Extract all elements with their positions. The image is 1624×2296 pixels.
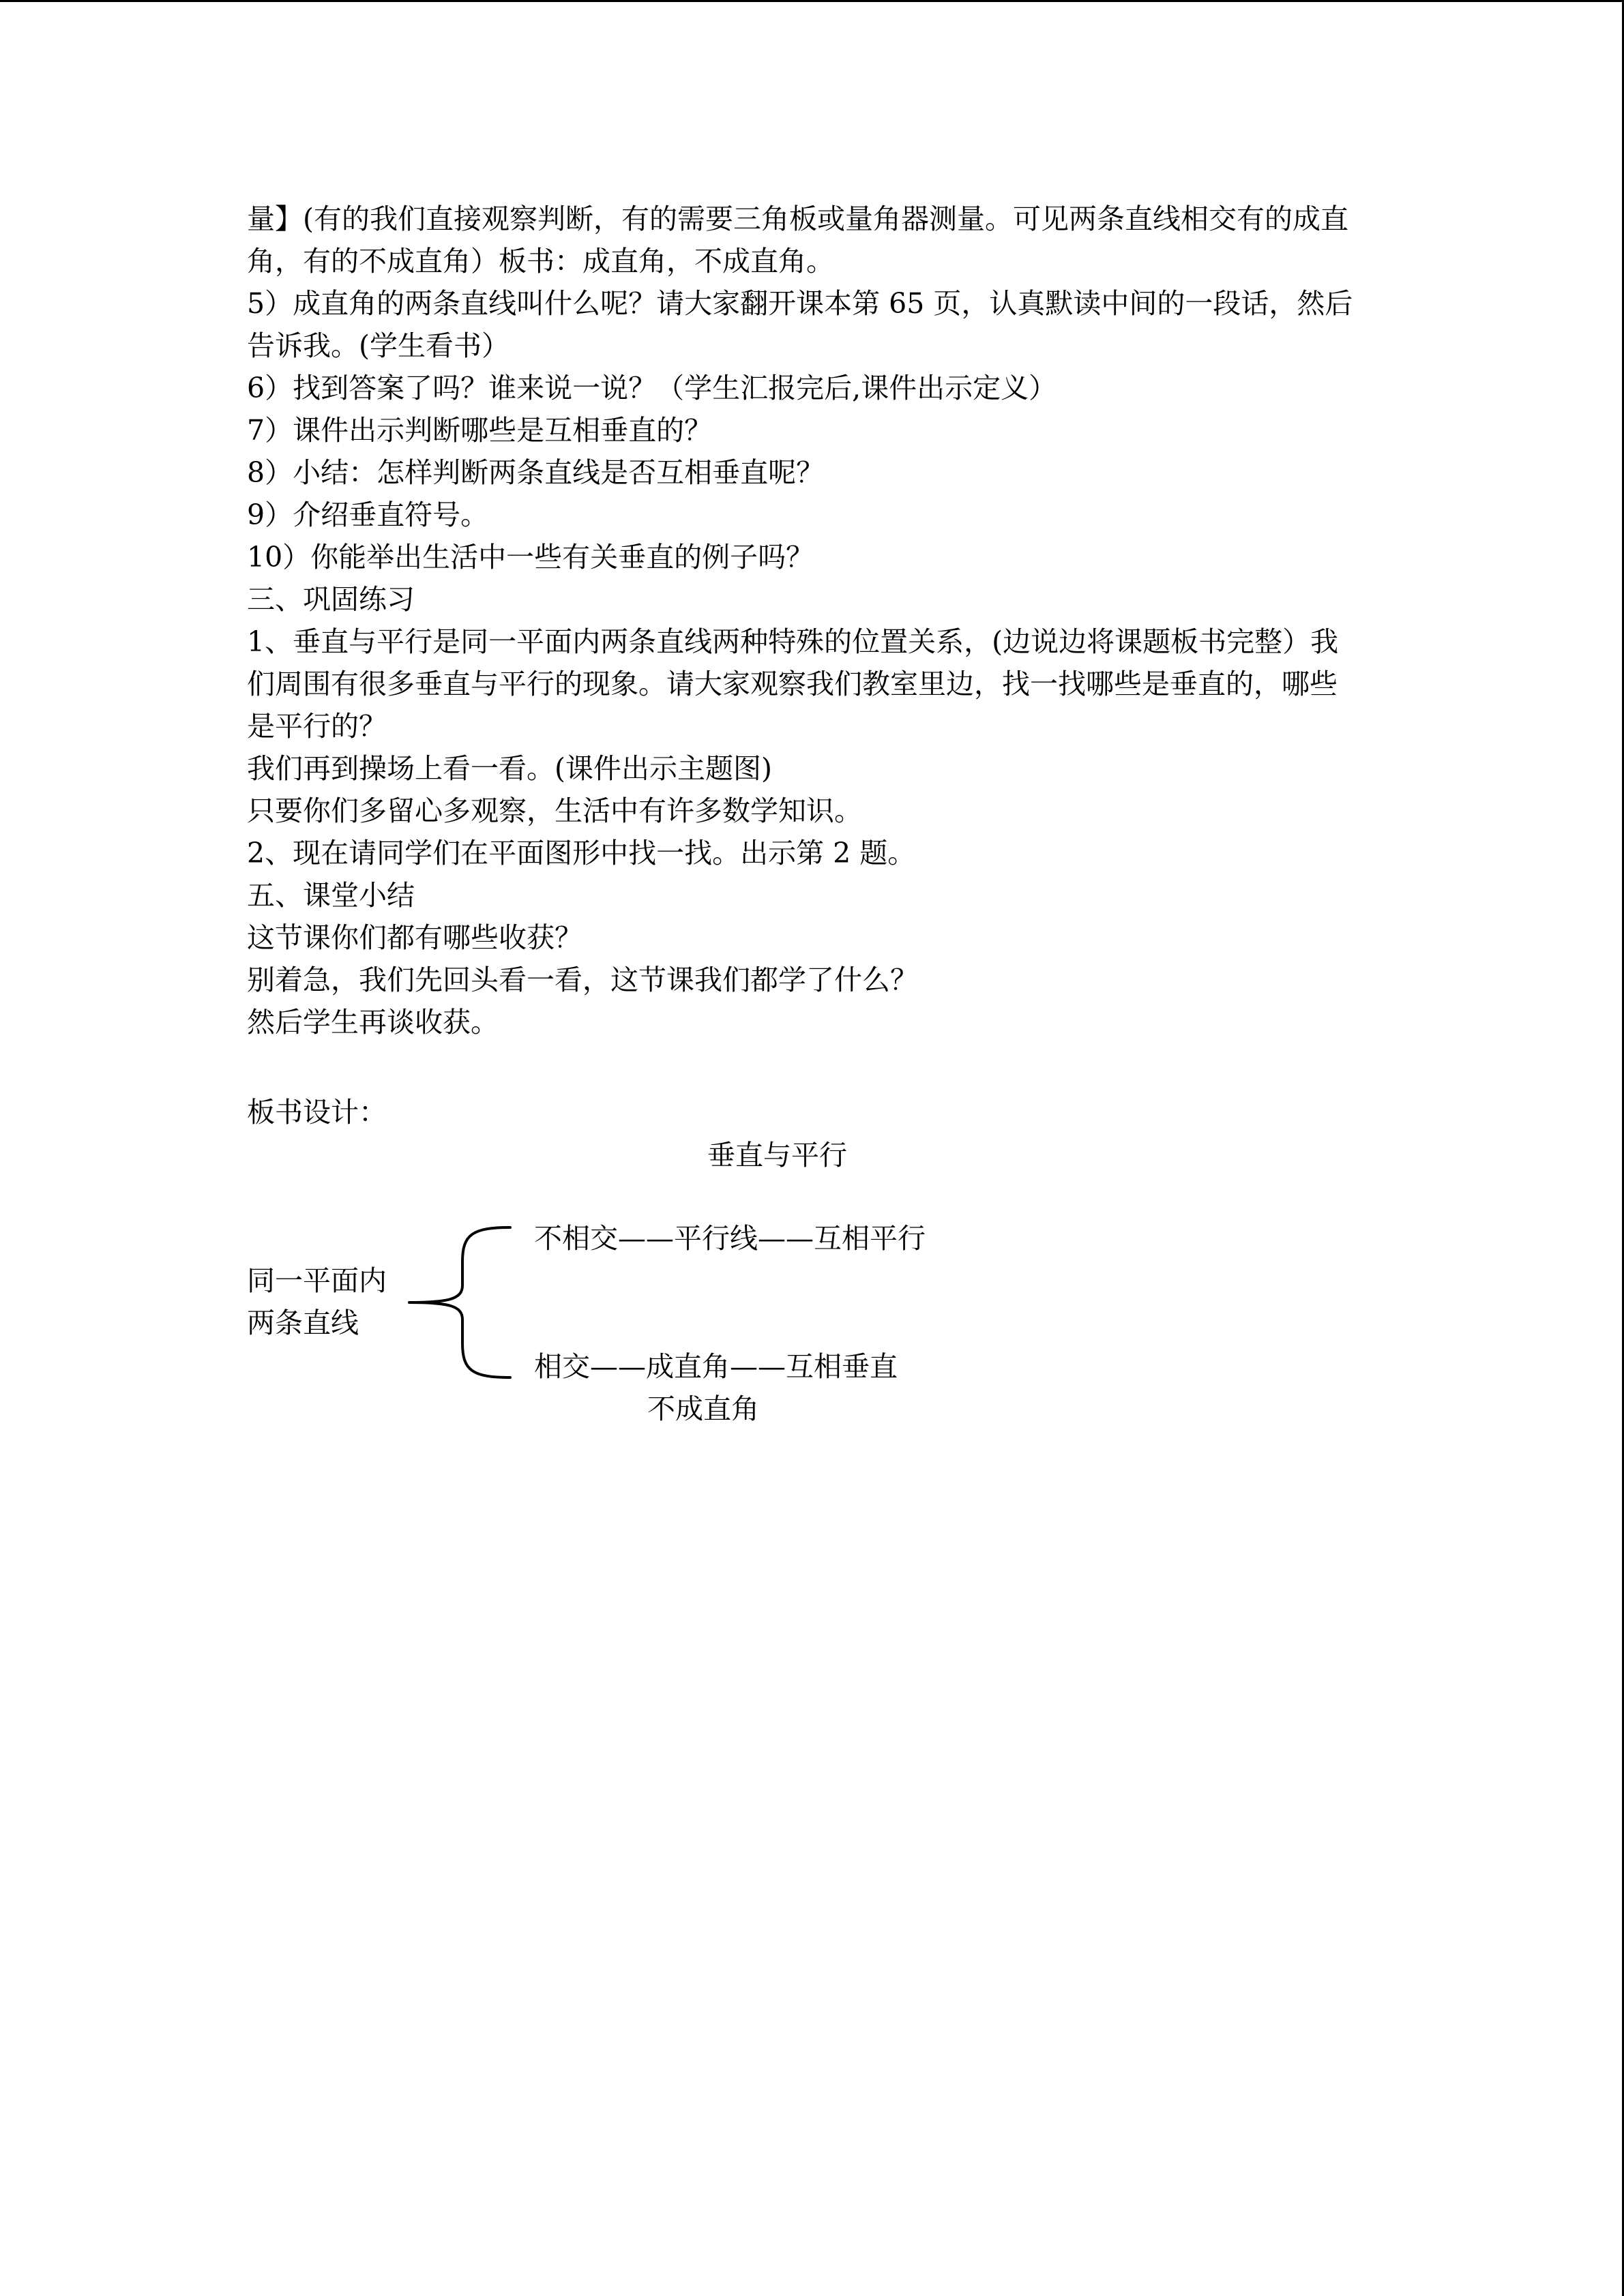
board-branch-bottom-sub: 不成直角 <box>647 1392 759 1425</box>
text-line: 然后学生再谈收获。 <box>247 1006 499 1039</box>
text-line: 告诉我。(学生看书） <box>247 329 510 362</box>
section-heading: 五、课堂小结 <box>247 879 415 912</box>
page-top-border <box>0 0 1624 2</box>
text-line: 量】(有的我们直接观察判断，有的需要三角板或量角器测量。可见两条直线相交有的成直 <box>247 203 1348 235</box>
text-line: 1、垂直与平行是同一平面内两条直线两种特殊的位置关系，(边说边将课题板书完整）我 <box>247 625 1339 658</box>
text-line: 我们再到操场上看一看。(课件出示主题图) <box>247 752 772 785</box>
board-left-line1: 同一平面内 <box>247 1264 387 1297</box>
text-line: 6）找到答案了吗？谁来说一说？（学生汇报完后,课件出示定义） <box>247 372 1057 404</box>
text-line: 8）小结：怎样判断两条直线是否互相垂直呢？ <box>247 456 825 489</box>
section-heading: 三、巩固练习 <box>247 583 415 616</box>
text-line: 5）成直角的两条直线叫什么呢？请大家翻开课本第 65 页，认真默读中间的一段话，然后 <box>247 287 1353 320</box>
curly-brace-icon <box>408 1221 517 1384</box>
board-title: 垂直与平行 <box>707 1139 847 1172</box>
text-line: 这节课你们都有哪些收获？ <box>247 921 582 954</box>
text-line: 角，有的不成直角）板书：成直角，不成直角。 <box>247 245 834 278</box>
text-line: 10）你能举出生活中一些有关垂直的例子吗？ <box>247 541 814 573</box>
text-line: 2、现在请同学们在平面图形中找一找。出示第 2 题。 <box>247 837 916 869</box>
board-branch-bottom: 相交——成直角——互相垂直 <box>534 1350 898 1383</box>
text-line: 们周围有很多垂直与平行的现象。请大家观察我们教室里边，找一找哪些是垂直的，哪些 <box>247 668 1338 700</box>
text-line: 7）课件出示判断哪些是互相垂直的？ <box>247 414 713 447</box>
board-branch-top: 不相交——平行线——互相平行 <box>534 1222 926 1255</box>
board-left-line2: 两条直线 <box>247 1307 359 1339</box>
text-line: 9）介绍垂直符号。 <box>247 498 489 531</box>
text-line: 别着急，我们先回头看一看，这节课我们都学了什么？ <box>247 964 918 996</box>
board-label: 板书设计： <box>247 1096 387 1129</box>
text-line: 只要你们多留心多观察，生活中有许多数学知识。 <box>247 794 862 827</box>
text-line: 是平行的？ <box>247 710 387 743</box>
